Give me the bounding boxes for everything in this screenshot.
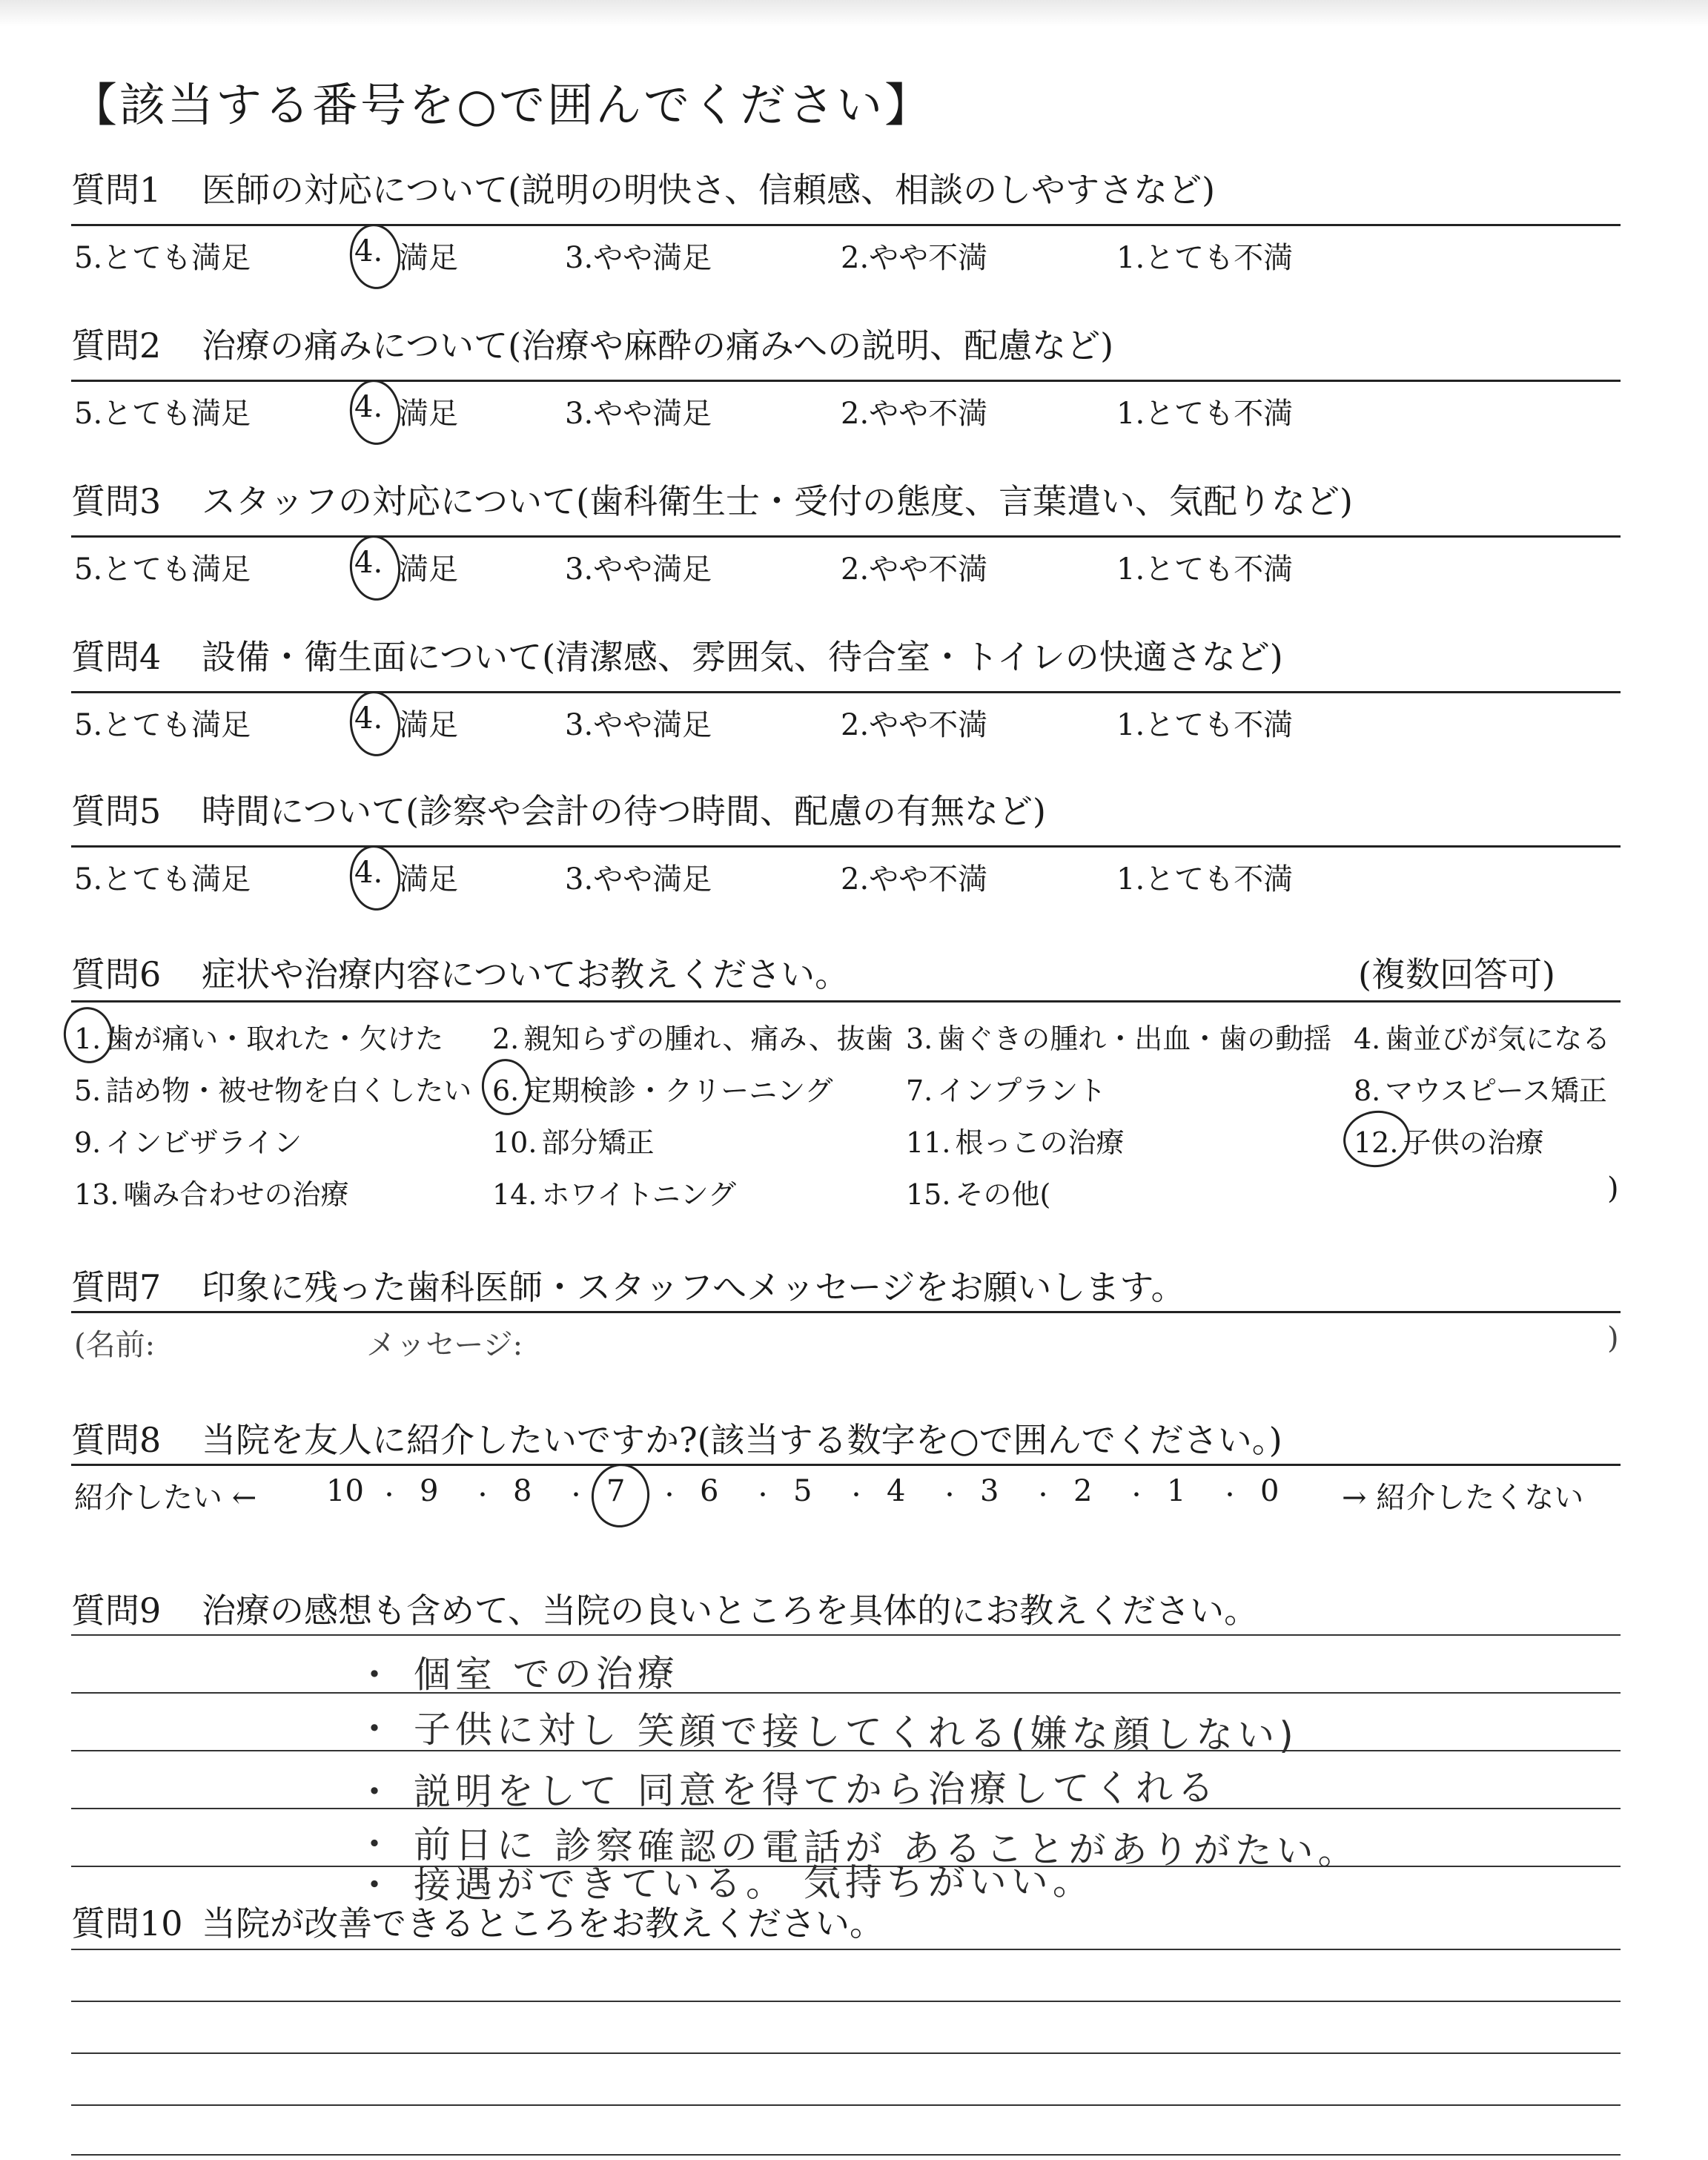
scale-number[interactable]: 3 (980, 1474, 999, 1508)
scale-separator: ・ (1125, 1483, 1148, 1509)
option-number: 7. (906, 1074, 933, 1107)
selection-circle (347, 377, 404, 448)
handwritten-answer: ・ 前日に 診察確認の電話が あることがありがたい。 (355, 1823, 1360, 1873)
question-7-heading (71, 1261, 1185, 1309)
question-text: スタッフの対応について(歯科衛生士・受付の態度、言葉遣い、気配りなど) (202, 481, 1353, 521)
selection-circle (347, 533, 404, 604)
option-somewhat-dissatisfied[interactable]: 2.やや不満 (841, 862, 988, 896)
question-text: 設備・衛生面について(清潔感、雰囲気、待合室・トイレの快適さなど) (202, 637, 1283, 677)
question-9-heading (71, 1584, 1258, 1633)
question-number: 質問1 (71, 170, 162, 210)
scale-number[interactable]: 5 (793, 1474, 812, 1508)
symptom-option[interactable] (492, 1172, 736, 1212)
option-number: 3. (906, 1023, 933, 1055)
option-somewhat-satisfied[interactable]: 3.やや満足 (565, 862, 712, 896)
symptom-option[interactable] (74, 1068, 471, 1109)
option-satisfied-number[interactable]: 4. (354, 546, 383, 580)
question-number: 質問10 (71, 1903, 183, 1943)
selection-circle (347, 843, 404, 914)
option-label: インプラント (937, 1074, 1107, 1107)
question-3-heading (71, 475, 1353, 524)
question-text: 時間について(診察や会計の待つ時間、配慮の有無など) (202, 791, 1046, 831)
handwritten-answer: ・ 接遇ができている。 気持ちがいい。 (355, 1860, 1094, 1907)
option-somewhat-satisfied[interactable]: 3.やや満足 (565, 708, 712, 742)
symptom-option[interactable] (906, 1172, 1050, 1212)
option-satisfied-label[interactable]: 満足 (399, 241, 458, 275)
scan-top-edge (0, 0, 1708, 27)
option-number: 9. (74, 1126, 102, 1159)
question-8-rule (71, 1464, 1621, 1466)
option-label: ホワイトニング (541, 1178, 737, 1211)
option-satisfied-label[interactable]: 満足 (399, 552, 458, 587)
option-label: インビザライン (105, 1126, 302, 1159)
option-very-dissatisfied[interactable]: 1.とても不満 (1116, 552, 1294, 587)
option-very-dissatisfied[interactable]: 1.とても不満 (1116, 862, 1294, 896)
scale-number[interactable]: 2 (1073, 1474, 1093, 1508)
option-very-satisfied[interactable]: 5.とても満足 (74, 862, 251, 896)
question-text: 医師の対応について(説明の明快さ、信頼感、相談のしやすさなど) (202, 170, 1216, 210)
option-somewhat-dissatisfied[interactable]: 2.やや不満 (841, 552, 988, 587)
symptom-option[interactable] (906, 1120, 1124, 1160)
question-6-heading (71, 948, 849, 997)
selection-circle (587, 1460, 653, 1531)
question-number: 質問9 (71, 1591, 162, 1631)
option-label: 歯並びが気になる (1385, 1023, 1611, 1055)
scale-separator: ・ (378, 1483, 400, 1509)
option-satisfied-number[interactable]: 4. (354, 234, 383, 268)
scale-separator: ・ (471, 1483, 494, 1509)
option-number: 2. (492, 1023, 520, 1055)
answer-line (71, 1949, 1621, 1950)
selection-circle (347, 222, 404, 292)
scale-number[interactable]: 10 (326, 1474, 364, 1508)
answer-line (71, 2052, 1621, 2054)
option-somewhat-satisfied[interactable]: 3.やや満足 (565, 397, 712, 431)
selection-circle (478, 1056, 534, 1118)
question-4-rule (71, 691, 1621, 693)
option-label: マウスピース矯正 (1385, 1074, 1607, 1107)
question-2-rule (71, 380, 1621, 382)
answer-line (71, 2104, 1621, 2106)
option-number: 6. (492, 1074, 520, 1107)
answer-line (71, 2154, 1621, 2156)
selection-circle (60, 1004, 116, 1066)
option-very-satisfied[interactable]: 5.とても満足 (74, 241, 251, 275)
option-number: 8. (1354, 1074, 1381, 1107)
option-somewhat-satisfied[interactable]: 3.やや満足 (565, 552, 712, 587)
option-somewhat-dissatisfied[interactable]: 2.やや不満 (841, 241, 988, 275)
option-very-dissatisfied[interactable]: 1.とても不満 (1116, 708, 1294, 742)
scale-number[interactable]: 6 (700, 1474, 719, 1508)
option-satisfied-number[interactable]: 4. (354, 701, 383, 736)
symptom-option[interactable] (492, 1068, 833, 1109)
question-number: 質問4 (71, 637, 162, 677)
symptom-option[interactable] (74, 1172, 348, 1212)
option-number: 11. (906, 1126, 951, 1159)
symptom-option[interactable] (74, 1016, 443, 1057)
scale-separator: ・ (939, 1483, 961, 1509)
scale-number[interactable]: 7 (606, 1474, 626, 1508)
option-number: 1. (74, 1023, 102, 1055)
symptom-option[interactable] (906, 1016, 1331, 1057)
option-satisfied-label[interactable]: 満足 (399, 862, 458, 896)
option-satisfied-number[interactable]: 4. (354, 390, 383, 424)
question-4-heading (71, 630, 1283, 679)
option-label: 子供の治療 (1403, 1126, 1544, 1159)
handwritten-answer: ・ 説明をして 同意を得てから治療してくれる (355, 1766, 1219, 1814)
option-number: 14. (492, 1178, 537, 1211)
option-somewhat-satisfied[interactable]: 3.やや満足 (565, 241, 712, 275)
question-number: 質問7 (71, 1267, 162, 1307)
option-very-satisfied[interactable]: 5.とても満足 (74, 397, 251, 431)
option-number: 13. (74, 1178, 119, 1211)
question-number: 質問3 (71, 481, 162, 521)
option-label: 歯が痛い・取れた・欠けた (105, 1023, 444, 1055)
scale-number[interactable]: 4 (887, 1474, 906, 1508)
scale-separator: ・ (752, 1483, 774, 1509)
recommend-right-label: → 紹介したくない (1342, 1481, 1584, 1515)
scale-separator: ・ (845, 1483, 867, 1509)
selection-circle (347, 689, 404, 759)
answer-line (71, 2001, 1621, 2002)
answer-line (71, 1692, 1621, 1694)
question-8-heading (71, 1413, 1282, 1462)
question-text: 治療の痛みについて(治療や麻酔の痛みへの説明、配慮など) (202, 326, 1114, 366)
question-number: 質問5 (71, 791, 162, 831)
option-number: 4. (1354, 1023, 1381, 1055)
option-label: 親知らずの腫れ、痛み、抜歯 (523, 1023, 893, 1055)
question-text: 当院を友人に紹介したいですか?(該当する数字を○で囲んでください。) (202, 1420, 1282, 1460)
option-label: 定期検診・クリーニング (523, 1074, 833, 1107)
question-1-heading (71, 163, 1215, 212)
option-number: 5. (74, 1074, 102, 1107)
option-very-dissatisfied[interactable]: 1.とても不満 (1116, 241, 1294, 275)
option-label: 噛み合わせの治療 (123, 1178, 349, 1211)
scale-separator: ・ (1032, 1483, 1054, 1509)
option-label: 詰め物・被せ物を白くしたい (105, 1074, 472, 1107)
question-6-rule (71, 1000, 1621, 1003)
symptom-option[interactable] (74, 1120, 302, 1160)
option-satisfied-label[interactable]: 満足 (399, 708, 458, 742)
option-very-satisfied[interactable]: 5.とても満足 (74, 552, 251, 587)
name-label: (名前: (74, 1328, 156, 1362)
option-label: 根っこの治療 (955, 1126, 1125, 1159)
question-number: 質問6 (71, 954, 162, 994)
symptom-option[interactable] (492, 1120, 654, 1160)
question-1-rule (71, 224, 1621, 226)
option-very-dissatisfied[interactable]: 1.とても不満 (1116, 397, 1294, 431)
scale-number[interactable]: 9 (420, 1474, 439, 1508)
question-5-rule (71, 845, 1621, 848)
scale-separator: ・ (658, 1483, 681, 1509)
symptom-option[interactable] (906, 1068, 1106, 1109)
option-number: 15. (906, 1178, 951, 1211)
message-close-paren: ) (1607, 1321, 1619, 1355)
scale-number[interactable]: 8 (513, 1474, 532, 1508)
option-number: 10. (492, 1126, 537, 1159)
scale-separator: ・ (1219, 1483, 1241, 1509)
option-somewhat-dissatisfied[interactable]: 2.やや不満 (841, 708, 988, 742)
question-text: 症状や治療内容についてお教えください。 (202, 954, 850, 994)
answer-line (71, 1634, 1621, 1636)
option-label: 部分矯正 (541, 1126, 655, 1159)
option-satisfied-number[interactable]: 4. (354, 856, 383, 890)
scale-number[interactable]: 1 (1167, 1474, 1186, 1508)
question-7-rule (71, 1311, 1621, 1313)
selection-circle (1340, 1106, 1414, 1172)
other-close-paren: ) (1607, 1172, 1619, 1206)
scale-separator: ・ (565, 1483, 587, 1509)
symptom-option[interactable] (1354, 1068, 1607, 1109)
option-label: 歯ぐきの腫れ・出血・歯の動揺 (937, 1023, 1332, 1055)
option-number: 12. (1354, 1126, 1399, 1159)
option-satisfied-label[interactable]: 満足 (399, 397, 458, 431)
symptom-option[interactable] (492, 1016, 893, 1057)
page-title: 【該当する番号を○で囲んでください】 (71, 78, 933, 132)
question-text: 当院が改善できるところをお教えください。 (202, 1903, 884, 1943)
handwritten-answer: ・ 子供に対し 笑顔で接してくれる(嫌な顔しない) (355, 1707, 1298, 1757)
handwritten-answer: ・ 個室 での治療 (355, 1651, 679, 1697)
message-label: メッセージ: (366, 1328, 523, 1362)
option-somewhat-dissatisfied[interactable]: 2.やや不満 (841, 397, 988, 431)
question-5-heading (71, 785, 1046, 833)
question-number: 質問2 (71, 326, 162, 366)
question-3-rule (71, 535, 1621, 538)
question-10-heading (71, 1897, 884, 1946)
question-text: 治療の感想も含めて、当院の良いところを具体的にお教えください。 (202, 1591, 1259, 1631)
recommend-left-label: 紹介したい ← (74, 1481, 257, 1515)
option-very-satisfied[interactable]: 5.とても満足 (74, 708, 251, 742)
question-2-heading (71, 319, 1113, 368)
option-label: その他( (955, 1178, 1051, 1211)
symptom-option[interactable] (1354, 1016, 1610, 1057)
multiple-answers-note: (複数回答可) (1358, 954, 1555, 994)
scale-number[interactable]: 0 (1260, 1474, 1280, 1508)
question-number: 質問8 (71, 1420, 162, 1460)
question-text: 印象に残った歯科医師・スタッフへメッセージをお願いします。 (202, 1267, 1185, 1307)
